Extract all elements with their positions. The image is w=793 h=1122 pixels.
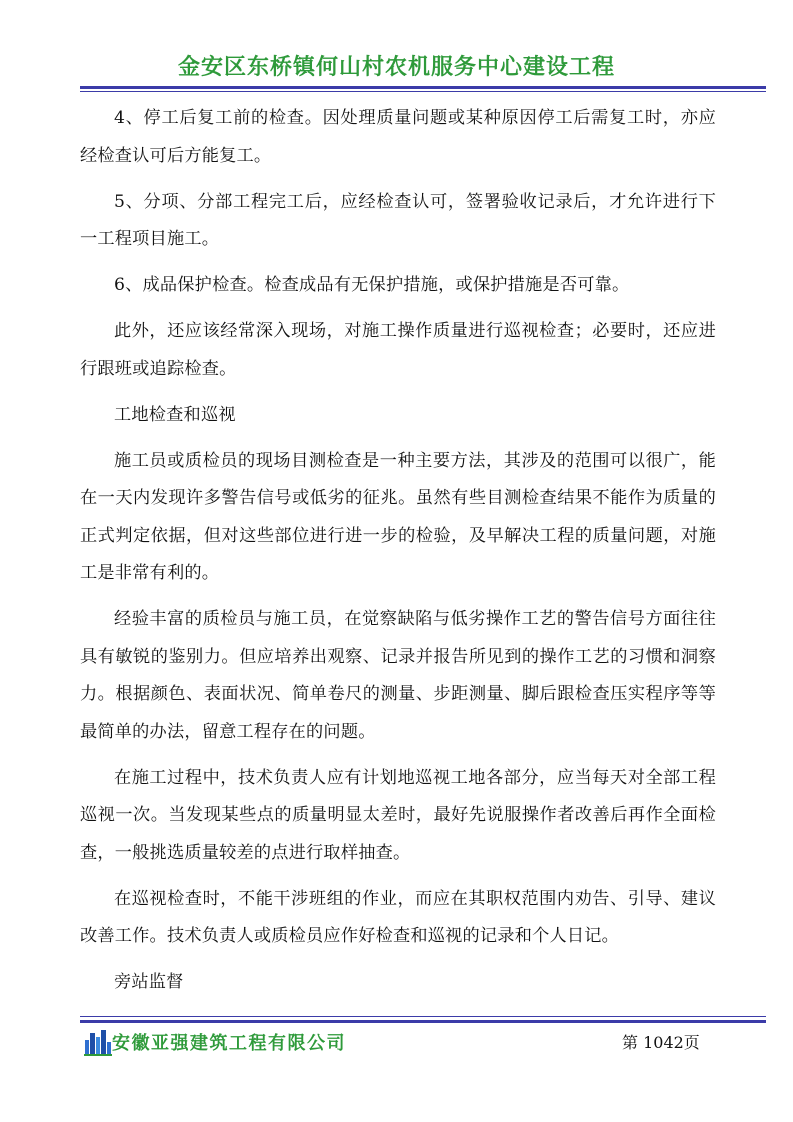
- paragraph: 此外，还应该经常深入现场，对施工操作质量进行巡视检查；必要时，还应进行跟班或追踪检查。: [80, 321, 716, 379]
- document-body: [80, 100, 716, 1010]
- paragraph: 6、成品保护检查。检查成品有无保护措施，或保护措施是否可靠。: [114, 275, 630, 295]
- section-heading: 旁站监督: [114, 972, 184, 992]
- paragraph: 4、停工后复工前的检查。因处理质量问题或某种原因停工后需复工时，亦应经检查认可后方能复工。: [80, 108, 716, 166]
- company-name: 安徽亚强建筑工程有限公司: [112, 1033, 346, 1054]
- page-title: 金安区东桥镇何山村农机服务中心建设工程: [177, 55, 615, 80]
- section-heading: 工地检查和巡视: [114, 404, 236, 425]
- page-number: 第 1042页: [622, 1033, 700, 1052]
- footer-rule-thick: [80, 1020, 766, 1023]
- paragraph: 施工员或质检员的现场目测检查是一种主要方法，其涉及的范围可以很广，能在一天内发现许多警告信号或低劣的征兆。虽然有些目测检查结果不能作为质量的正式判定依据，但对这些部位进行进一步的检验，及早解决工程的质量问题，对施工是非常有利的。: [80, 450, 716, 583]
- footer-rule-thin: [80, 1016, 766, 1017]
- header-rule-thin: [80, 91, 766, 92]
- paragraph: 经验丰富的质检员与施工员，在觉察缺陷与低劣操作工艺的警告信号方面往往具有敏锐的鉴别力。但应培养出观察、记录并报告所见到的操作工艺的习惯和洞察力。根据颜色、表面状况、简单卷尺的测量、步距测量、脚后跟检查压实程序等等最简单的办法，留意工程存在的问题。: [80, 609, 716, 742]
- paragraph: 在施工过程中，技术负责人应有计划地巡视工地各部分，应当每天对全部工程巡视一次。当发现某些点的质量明显太差时，最好先说服操作者改善后再作全面检查，一般挑选质量较差的点进行取样抽查。: [80, 767, 716, 863]
- building-logo-icon: [84, 1030, 112, 1056]
- header-rule-thick: [80, 86, 766, 89]
- paragraph: 在巡视检查时，不能干涉班组的作业，而应在其职权范围内劝告、引导、建议改善工作。技术负责人或质检员应作好检查和巡视的记录和个人日记。: [80, 888, 716, 946]
- paragraph: 5、分项、分部工程完工后，应经检查认可，签署验收记录后，才允许进行下一工程项目施工。: [80, 191, 716, 249]
